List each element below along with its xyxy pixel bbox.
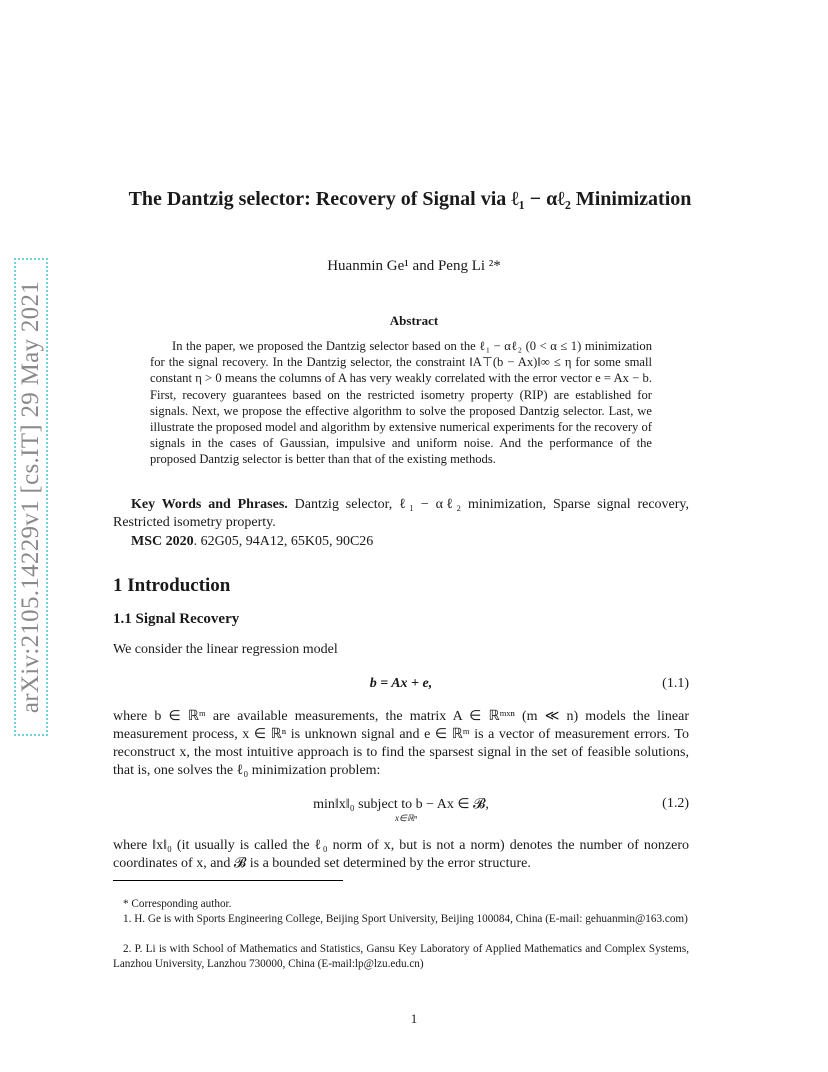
equation-1-2-number: (1.2): [662, 796, 689, 811]
authors: Huanmin Ge¹ and Peng Li ²*: [327, 258, 501, 274]
equation-1-2: [113, 796, 689, 826]
paragraph-3: where ‖x‖₀ (it usually is called the ℓ₀ norm of x, but is not a norm) denotes the number of nonzero coordinates of x, and 𝓑 is a bounded set determined by the error structure.: [113, 838, 689, 871]
section-title: 1 Introduction: [113, 575, 231, 596]
footnote-rule: [113, 880, 343, 881]
equation-1-1-number: (1.1): [662, 676, 689, 691]
footnote-star: * Corresponding author.: [123, 898, 232, 910]
msc-label: MSC 2020: [131, 534, 194, 549]
msc: [131, 534, 373, 550]
paragraph-2: where b ∈ ℝᵐ are available measurements, the matrix A ∈ ℝᵐˣⁿ (m ≪ n) models the linear measurement process, x ∈ ℝⁿ is unknown signal and e ∈ ℝᵐ is a vector of measurement errors. To reconstruct x, the most intuitive approach is to find the sparsest signal in the set of feasible solutions, that is, one solves the ℓ₀ minimization problem:: [113, 709, 689, 778]
abstract-text: In the paper, we proposed the Dantzig selector based on the ℓ₁ − αℓ₂ (0 < α ≤ 1) minimization for the signal recovery. In the Dantzig selector, the constraint ‖A⊤(b − Ax)‖∞ ≤ η for some small constant η > 0 means the columns of A has very weakly correlated with the error vector e = Ax − b. First, recovery guarantees based on the restricted isometry property (RIP) are established for signals. Next, we propose the effective algorithm to solve the proposed Dantzig selector. Last, we illustrate the proposed model and algorithm by extensive numerical experiments for the recovery of signals in the cases of Gaussian, impulsive and uniform noise. And the performance of the proposed Dantzig selector is better than that of the existing methods.: [150, 339, 652, 467]
arxiv-stamp: [14, 258, 48, 736]
keywords-label: Key Words and Phrases.: [131, 497, 288, 512]
keywords-text: Dantzig selector, ℓ₁ − αℓ₂ minimization, Sparse signal recovery, Restricted isometry property.: [113, 497, 690, 530]
keywords: [113, 496, 689, 532]
equation-1-1-body: b = Ax + e,: [369, 676, 433, 691]
abstract-heading: Abstract: [389, 313, 439, 328]
arxiv-id[interactable]: arXiv:2105.14229v1 [cs.IT] 29 May 2021: [17, 280, 44, 714]
paper-title: The Dantzig selector: Recovery of Signal via ℓ₁ − αℓ₂ Minimization: [128, 188, 692, 210]
footnote-2: 2. P. Li is with School of Mathematics and Statistics, Gansu Key Laboratory of Applied Mathematics and Complex Systems, Lanzhou University, Lanzhou 730000, China (E-mail:lp@lzu.edu.cn): [113, 943, 689, 970]
subsection-title: 1.1 Signal Recovery: [113, 611, 240, 627]
equation-1-2-subscript: x∈ℝⁿ: [395, 813, 417, 823]
page-number: 1: [410, 1011, 418, 1026]
footnote-1: 1. H. Ge is with Sports Engineering College, Beijing Sport University, Beijing 100084, China (E-mail: gehuanmin@163.com): [123, 913, 688, 925]
paragraph-1: We consider the linear regression model: [113, 642, 338, 657]
msc-text: . 62G05, 94A12, 65K05, 90C26: [193, 534, 374, 549]
equation-1-2-body: min‖x‖₀ subject to b − Ax ∈ 𝓑,: [313, 797, 489, 812]
